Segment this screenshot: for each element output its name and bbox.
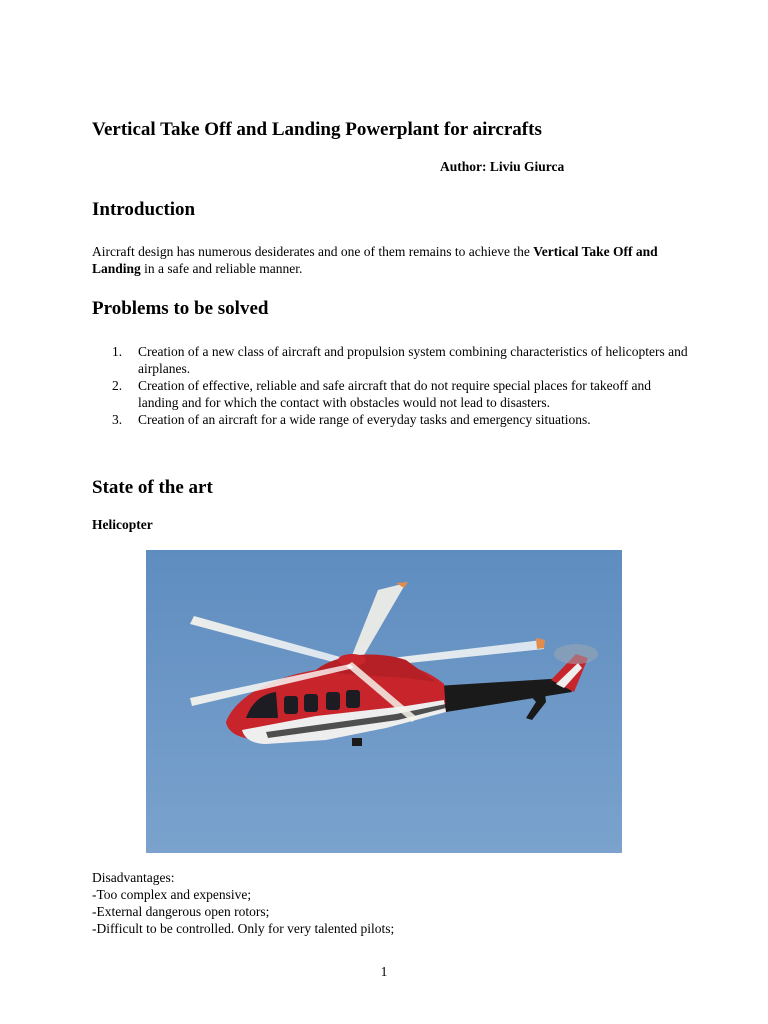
helicopter-photo [146,550,622,853]
cabin-window [346,690,360,708]
list-item-text: Creation of effective, reliable and safe aircraft that do not require special places for takeoff and landing and for which the contact with obstacles would not lead to disasters. [138,378,652,410]
list-item-number: 1. [112,344,123,359]
list-item-text: Creation of a new class of aircraft and propulsion system combining characteristics of helicopters and airplanes. [138,344,688,376]
problems-list [92,343,692,428]
page-number: 1 [380,964,388,979]
disadvantage-item: -Difficult to be controlled. Only for very talented pilots; [92,921,395,936]
tail-rotor [554,644,598,664]
introduction-text-start: Aircraft design has numerous desiderates and one of them remains to achieve the [92,244,534,259]
document-title: Vertical Take Off and Landing Powerplant for aircrafts [92,119,542,140]
author-line: Author: Liviu Giurca [440,159,565,174]
state-of-art-heading: State of the art [92,477,213,498]
disadvantages-block [92,869,394,937]
problems-heading: Problems to be solved [92,298,269,319]
list-item-number: 3. [112,412,123,427]
disadvantage-item: -External dangerous open rotors; [92,904,270,919]
introduction-text-emphasis: Vertical Take Off and Landing [92,244,658,276]
cabin-window [284,696,298,714]
disadvantages-label: Disadvantages: [92,870,175,885]
introduction-paragraph [92,243,682,277]
cabin-window [326,692,340,710]
introduction-heading: Introduction [92,199,196,220]
list-item [92,343,692,377]
list-item-number: 2. [112,378,123,393]
disadvantage-item: -Too complex and expensive; [92,887,252,902]
list-item [92,411,692,428]
introduction-text-end: in a safe and reliable manner. [140,261,303,276]
cabin-window [304,694,318,712]
list-item [92,377,692,411]
helicopter-subheading: Helicopter [92,517,153,532]
list-item-text: Creation of an aircraft for a wide range of everyday tasks and emergency situations. [138,412,591,427]
landing-gear [352,738,362,746]
